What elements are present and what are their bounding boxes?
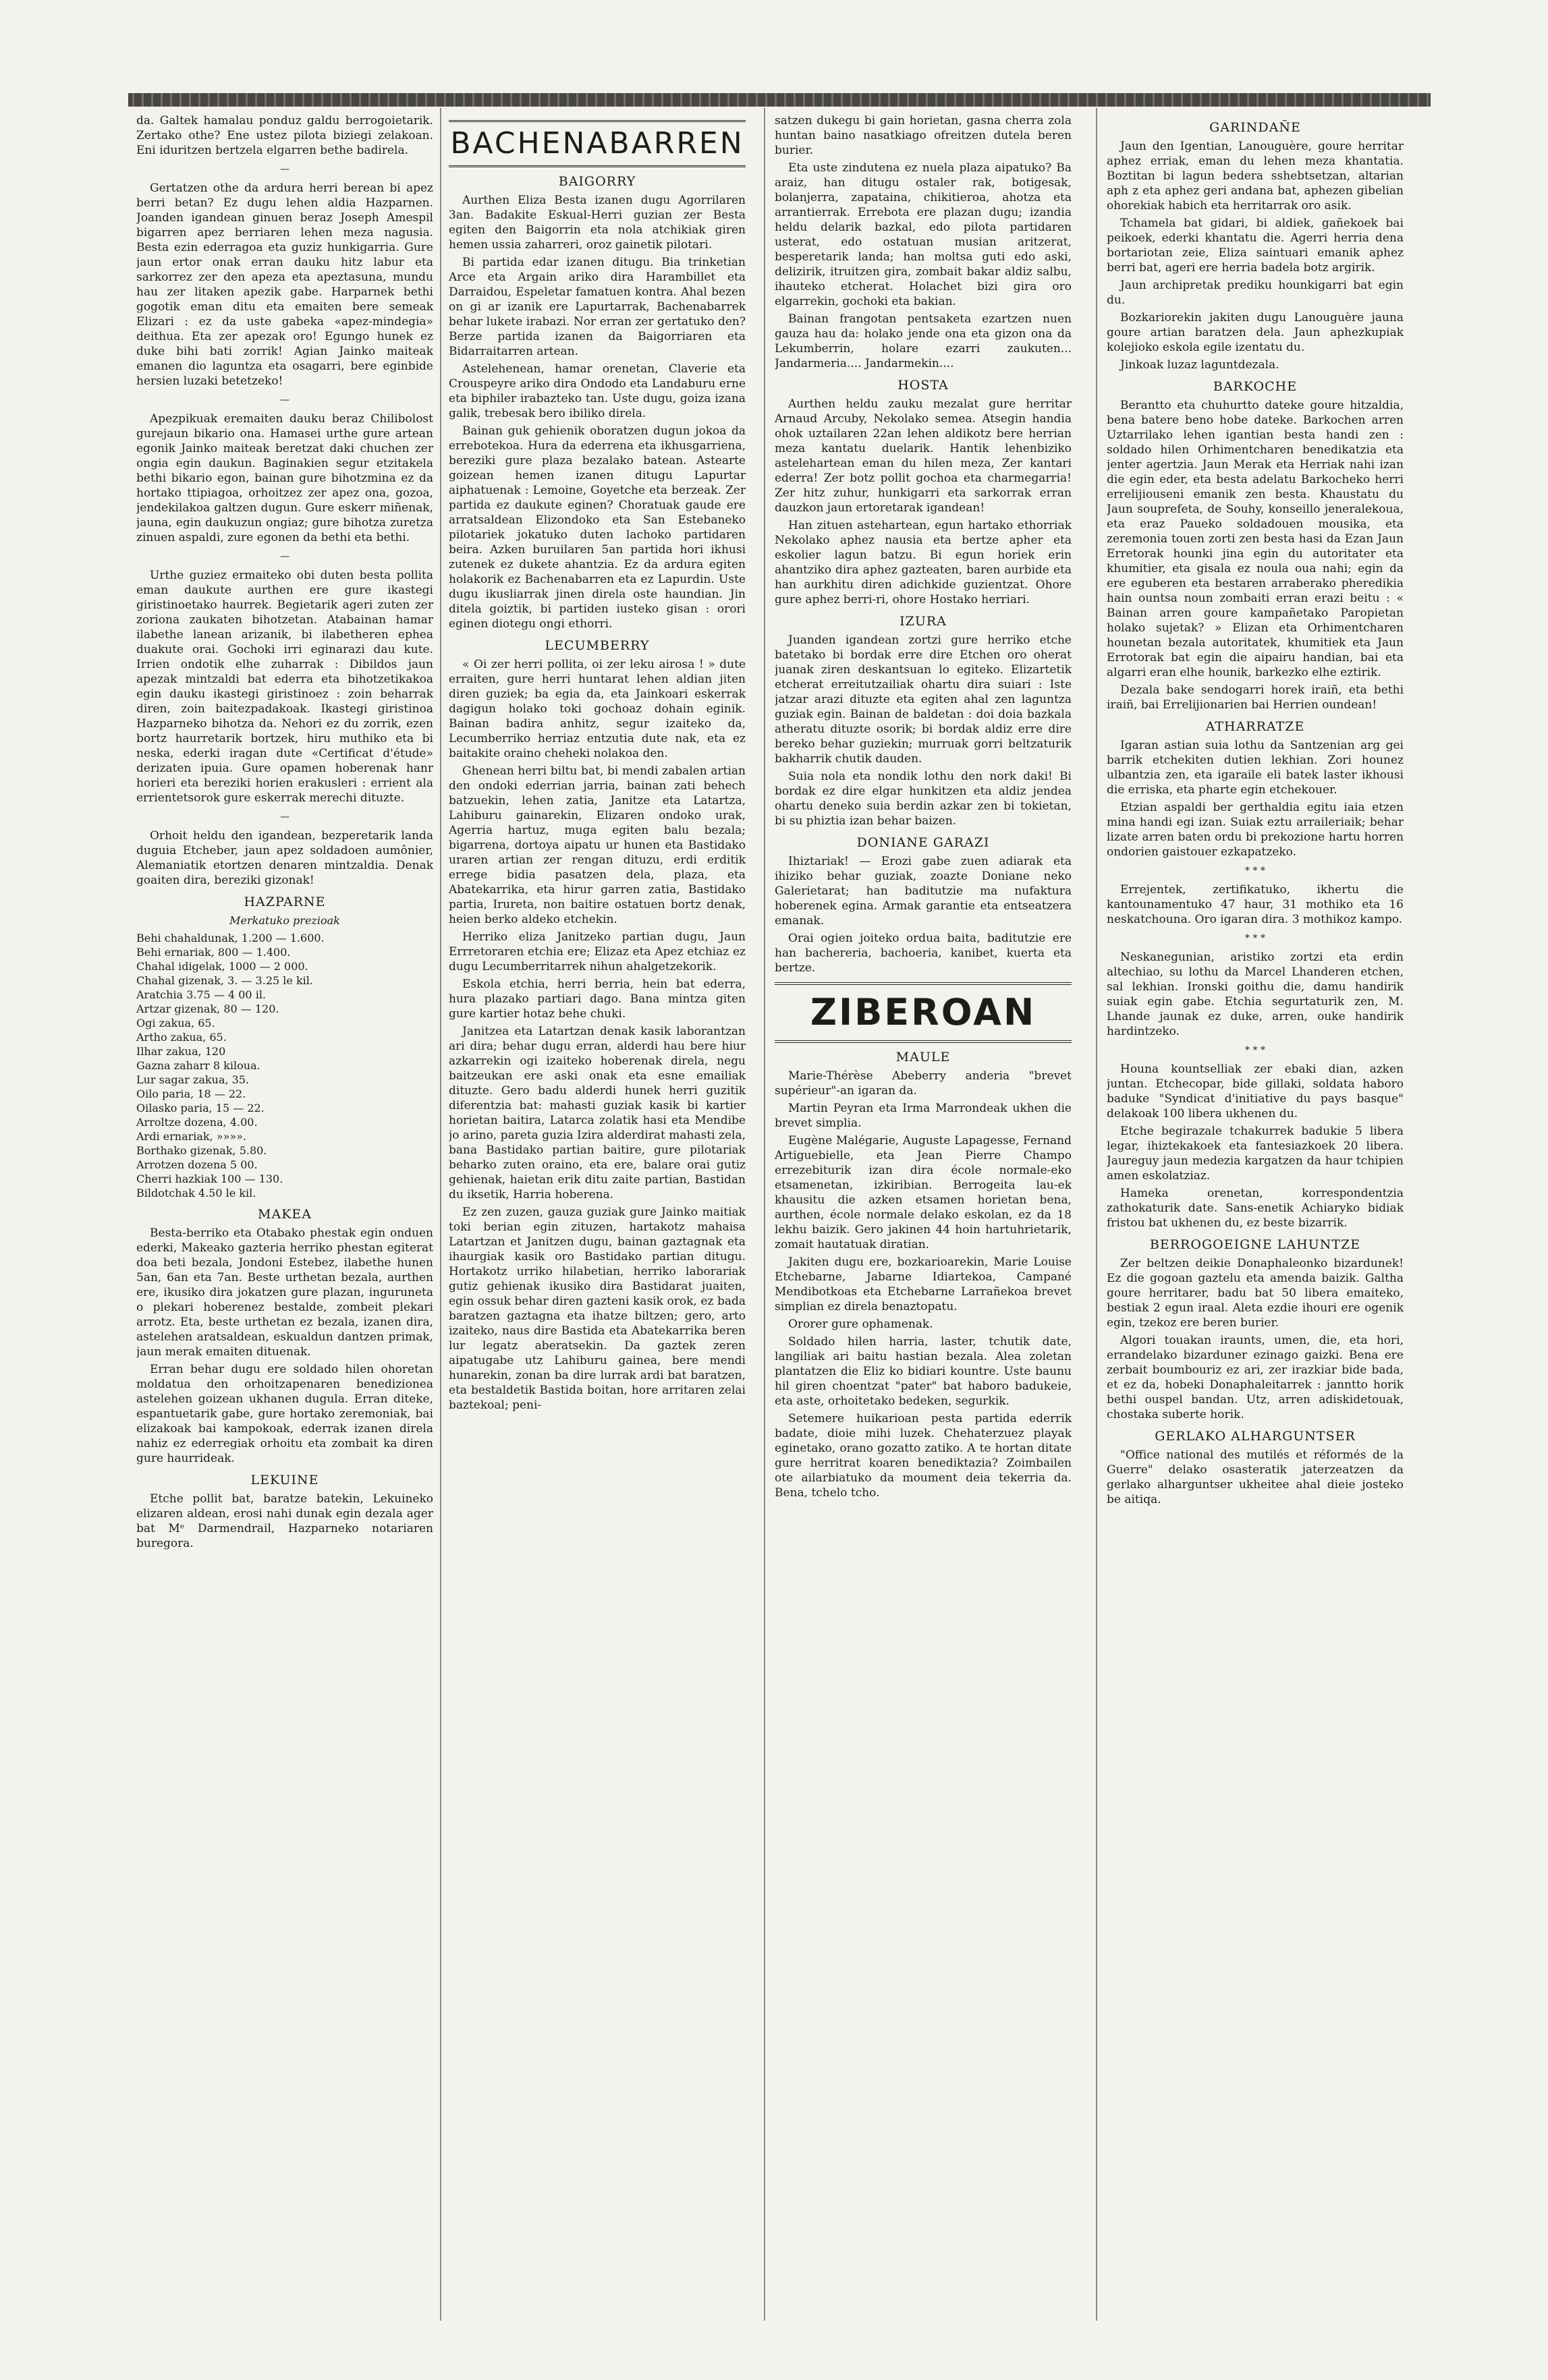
- article-paragraph: Jinkoak luzaz laguntdezala.: [1120, 358, 1279, 372]
- price-row: Oilo paria, 18 — 22.: [136, 1087, 246, 1100]
- section-heading-izura: IZURA: [900, 614, 947, 629]
- article-paragraph: Ez zen zuzen, gauza guziak gure Jainko maitiak toki berian egin zituzen, hartakotz mahaisa Latartzan et Janitzen dugu, bainan gaztagnak eta ihaurgiak kasik oro Bastidako partian ditugu. Hortakotz urriko hilabetian, herriko laborariak gutiz gehienak ikusiko dira Bastidarat juaiten, egin ossuk behar diren gazteni kasik orok, ez bada baratzen gaztagna eta ihatze biltzen; gero, arto izaiteko, naus dire Bastida eta Abatekarrika beren lur legatz aberatsekin. Da gaztek zeren aipatugabe utz Lahiburu gainea, bere mendi hunarekin, zonan ba dire lurrak ardi bat baratzen, eta bestaldetik Bastida boitan, hore arritaren zelai baztekoal; peni-: [449, 1206, 746, 1412]
- separator: * * *: [1245, 866, 1265, 876]
- market-price-list: [136, 931, 433, 1200]
- column-2: [449, 113, 746, 2340]
- separator: —: [280, 395, 289, 405]
- article-paragraph: Jaun archipretak prediku hounkigarri bat egin du.: [1107, 279, 1404, 307]
- article-paragraph: Gertatzen othe da ardura herri berean bi apez berri betan? Ez dugu lehen aldia Hazparnen. Joanden igandean ginuen beraz Joseph Amespil bigarren apez berriaren lehen meza nagusia. Besta ezin ederragoa eta guziz hunkigarria. Gure jaun ertor onak erran dauku hitz labur eta sarkorrez zer den apeza eta apeztasuna, mundu hau zer litaken apezik gabe. Harparnek bethi gogotik eman ditu eta emaiten bere semeak Elizari : ez da uste gabeka «apez-mindegia» deithua. Eta zer apezak oro! Egungo hunek ez duke bihi bati zorrik! Agian Jainko maiteak emanen dio laguntza eta osagarri, bere eginbide hersien luzaki betetzeko!: [136, 181, 433, 388]
- section-heading-maule: MAULE: [895, 1050, 951, 1065]
- article-paragraph: Martin Peyran eta Irma Marrondeak ukhen die brevet simplia.: [775, 1102, 1072, 1130]
- price-row: Bildotchak 4.50 le kil.: [136, 1187, 256, 1199]
- price-row: Aratchia 3.75 — 4 00 il.: [136, 988, 267, 1001]
- article-paragraph: Etzian aspaldi ber gerthaldia egitu iaia etzen mina handi egi izan. Suiak eztu arraileriaik; behar lizate arren baten ordu bi prekozione hartu horren ondorien gaistouer ezkapatzeko.: [1107, 801, 1404, 859]
- article-paragraph: "Office national des mutilés et réformés de la Guerre" delako osasteratik jaterzeatzen da gerlako alharguntser ukheitee ahal dieie josteko be aitiqa.: [1107, 1448, 1404, 1506]
- section-heading-lecumberry: LECUMBERRY: [545, 638, 650, 653]
- article-paragraph: Aurthen heldu zauku mezalat gure herritar Arnaud Arcuby, Nekolako semea. Atsegin handia ohok uztailaren 22an lehen aldikotz bere herrian meza kantatu duelarik. Hantik lehenbiziko astelehartean eman du hilen meza, Zer kantari ederra! Zer botz pollit gochoa eta charmegarria! Zer hitz zuhur, hunkigarri eta sarkorrak erran dauzkon jaun ertoretarak igandean!: [775, 397, 1072, 515]
- article-paragraph: Orai ogien joiteko ordua baita, baditutzie ere han bachereria, bachoeria, kanibet, kuerta eta bertze.: [775, 932, 1072, 975]
- article-paragraph: Marie-Thérèse Abeberry anderia "brevet supérieur"-an igaran da.: [775, 1069, 1072, 1098]
- top-ornamental-rule: [128, 93, 1431, 107]
- article-paragraph: Eta uste zindutena ez nuela plaza aipatuko? Ba araiz, han ditugu ostaler rak, botigesak, bolanjerra, zapataina, chikitieroa, ahotza eta arrantierrak. Errebota ere plazan dugu; izandia heldu delarik bazkal, edo pilota partidaren usterat, edo ostatuan musian aritzerat, besperetarik landa; han moltsa guti edo aski, delizirik, itruitzen gira, zombait bakar aldiz salbu, ihauteko etcherat. Holachet bizi gira oro elgarrekin, gochoki eta bakian.: [775, 161, 1072, 308]
- article-paragraph: Eskola etchia, herri berria, hein bat ederra, hura plazako partiari dago. Bana mintza giten gure kartier hotaz behe chuki.: [449, 978, 746, 1021]
- separator: * * *: [1245, 933, 1265, 944]
- price-row: Behi ernariak, 800 — 1.400.: [136, 946, 291, 959]
- article-paragraph: Jakiten dugu ere, bozkarioarekin, Marie Louise Etchebarne, Jabarne Idiartekoa, Campané Mendibotkoas eta Etchebarne Larrañekoa brevet simplian ez direla benaztopatu.: [775, 1255, 1072, 1313]
- article-paragraph: Han zituen astehartean, egun hartako ethorriak Nekolako aphez nausia eta bertze apher eta eskolier lagun batzu. Bi egun horiek erin ahantziko dira aphez gazteaten, baren aurbide eta han aurkhitu diren adichkide guzientzat. Ohore gure aphez berri-ri, ohore Hostako herriari.: [775, 519, 1072, 606]
- article-paragraph: Jaun den Igentian, Lanouguère, goure herritar aphez erriak, eman du lehen meza khantatia. Boztitan bi lagun bedera sshebtsetzan, altarian aph z eta aphez geri andana bat, aphezen gibelian ohorekiak habich eta herritarrak oro asik.: [1107, 140, 1404, 213]
- article-paragraph: Ororer gure ophamenak.: [788, 1318, 933, 1331]
- price-row: Gazna zaharr 8 kiloua.: [136, 1059, 260, 1072]
- article-paragraph: Orhoit heldu den igandean, bezperetarik landa duguia Etcheber, jaun apez soldadoen aumônier, Alemaniatik etortzen denaren mintzaldia. Denak goaiten dira, bereziki gizonak!: [136, 829, 433, 887]
- article-paragraph: Apezpikuak eremaiten dauku beraz Chilibolost gurejaun bikario ona. Hamasei urthe gure artean egonik Jainko maiteak beretzat daki chuchen zer ongia egin daukun. Baginakien segur etzitakela bethi bikario egon, bainan gure bihotzmina ez da hortako ttipiagoa, orhoitzez zer apez ona, gozoa, jendekilakoa galtzen dugun. Gure eskerr miñenak, jauna, egin daukuzun ongiaz; gure bihotza zuretza zinuen aspaldi, zure egonen da bethi eta bethi.: [136, 412, 433, 544]
- article-paragraph: Besta-berriko eta Otabako phestak egin onduen ederki, Makeako gazteria herriko phestan egiterat doa beti bezala, Jondoni Estebez, ilabethe hunen 5an, 6an eta 7an. Beste urthetan bezala, aurthen ere, ikusiko dira jokatzen gure plazan, inguruneta o plekari hoberenez bestalde, zombeit plekari arrotz. Eta, beste urthetan ez bezala, izanen dira, astelehen aratsaldean, eskualdun dantzen primak, jaun merak emaiten dituenak.: [136, 1226, 433, 1359]
- article-paragraph: Suia nola eta nondik lothu den nork daki! Bi bordak ez dire elgar hunkitzen eta aldiz jendea ohartu deneko suia berdin azkar zen bi tokietan, bi su phiztia izan behar baizen.: [775, 770, 1072, 828]
- section-heading-berrogoeigne: BERROGOEIGNE LAHUNTZE: [1149, 1237, 1361, 1252]
- section-heading-hosta: HOSTA: [897, 378, 949, 393]
- article-paragraph: Soldado hilen harria, laster, tchutik date, langiliak ari baitu hastian bezala. Alea zoletan plantatzen die Eliz ko bidiari kountre. Uste baunu hil giren choentzat "pater" bat haboro badukeie, eta aste, orhoitetako bedeken, segurkik.: [775, 1335, 1072, 1408]
- section-heading-makea: MAKEA: [258, 1207, 312, 1222]
- article-paragraph: « Oi zer herri pollita, oi zer leku airosa ! » dute erraiten, gure herri huntarat lehen aldian jiten diren guziek; ba egia da, eta Jainkoari eskerrak dagigun holako toki gochoaz dohain eginik. Bainan badira anhitz, segur izaiteko da, Lecumberriko herriaz entzutia dute nak, eta ez baitakite oraino cheheki nolakoa den.: [449, 658, 746, 760]
- article-paragraph: da. Galtek hamalau ponduz galdu berrogoietarik. Zertako othe? Ene ustez pilota biziegi zelakoan. Eni iduritzen bertzela elgarren bethe badirela.: [136, 114, 433, 157]
- article-paragraph: Tchamela bat gidari, bi aldiek, gañekoek bai peikoek, ederki khantatu die. Agerri herria dena bortariotan zeie, Eliza saintuari emanik aphez berri bat, ageri ere herria badela botz argirik.: [1107, 217, 1404, 275]
- article-paragraph: Juanden igandean zortzi gure herriko etche batetako bi bordak erre dire Etchen oro oherat juanak ziren deskantsuan lo egiteko. Elizartetik etcherat erreitutzailiak ohartu dira suiari : Iste jatzar arazi dituzte eta egiten ahal zen laguntza guziak egin. Bainan de baldetan : doi doia bazkala atheratu dituzte osorik; bi bordak aldiz erre dire bereko behar guziekin; murruak gorri beltzaturik bakharrik chutik dauden.: [775, 633, 1072, 766]
- section-heading-barkoche: BARKOCHE: [1213, 379, 1298, 394]
- column-1: [136, 113, 433, 2340]
- article-paragraph: Errejentek, zertifikatuko, ikhertu die kantounamentuko 47 haur, 31 mothiko eta 16 neskatchouna. Oro igaran dira. 3 mothikoz kampo.: [1107, 883, 1404, 926]
- article-paragraph: Ghenean herri biltu bat, bi mendi zabalen artian den ondoki ederrian jarria, bainan zati behech batzuekin, lehen zatia, Janitze eta Latartza, Lahiburu gainarekin, Elizaren ondoko urak, Agerria hartuz, muga egiten balu bezala; bigarrena, dortoya aipatu ur hunen eta Bastidako uraren artian zer rengan dituzu, erdi erditik errege bidia pasatzen dela, plaza, eta Abatekarrika, eta hirur garren zatia, Bastidako partia, Irureta, non baitire ostatuen bortz denak, heien berko aldeko etchekin.: [449, 764, 746, 926]
- region-banner-ziberoan: ZIBEROAN: [775, 982, 1072, 1043]
- article-paragraph: Bi partida edar izanen ditugu. Bia trinketian Arce eta Argain ariko dira Harambillet eta Darraidou, Espeletar famatuen kontra. Ahal bezen on gi ar izanik ere Lapurtarrak, Bachenabarrek behar lukete irabazi. Nor erran zer gertatuko den? Berze partida izanen da Baigorriaren eta Bidarraitarren artean.: [449, 256, 746, 358]
- article-paragraph: Houna kountselliak zer ebaki dian, azken juntan. Etchecopar, bide gillaki, soldata haboro baduke "Syndicat d'initiative du pays basque" delakoak 100 libera ukhenen du.: [1107, 1062, 1404, 1121]
- price-row: Chahal gizenak, 3. — 3.25 le kil.: [136, 974, 313, 987]
- price-row: Behi chahaldunak, 1.200 — 1.600.: [136, 932, 325, 944]
- article-paragraph: Dezala bake sendogarri horek iraiñ, eta bethi iraiñ, bai Errelijionarien bai Herrien oundean!: [1107, 683, 1404, 712]
- section-heading-hazparne: HAZPARNE: [244, 895, 326, 909]
- article-paragraph: Janitzea eta Latartzan denak kasik laborantzan ari dira; behar dugu erran, alderdi hau bere hiur azkarrekin ogi izaiteko hoberenak direla, negu baitzeukan ere aski onak eta esne emailiak dituzte. Gero badu alderdi hunek herri guzitik diferentzia bat: mahasti guziak kasik bi kartier horietan baitira, Latarca zolatik hasi eta Mendibe jo arino, pareta guzia Izira alderdirat mahasti zela, bana Bastidako partian baitire, gure pilotariak beharko zuten oraino, eta ere, balare orai gutiz gehienak, haietan erik ditu zaite partian, Bastidan du iksetik, Harria hoberena.: [449, 1025, 746, 1201]
- article-paragraph: Hameka orenetan, korrespondentzia zathokaturik date. Sans-enetik Achiaryko bidiak fristou bat ukhenen du, ez beste bizarrik.: [1107, 1187, 1404, 1230]
- market-prices-subheading: Merkatuko prezioak: [229, 914, 340, 927]
- separator: —: [280, 164, 289, 175]
- article-paragraph: Ihiztariak! — Erozi gabe zuen adiarak eta ihiziko behar guziak, zoazte Doniane neko Galerietarat; han baditutzie ma nufaktura hoberenek egina. Armak garantie eta entseatzera emanak.: [775, 855, 1072, 928]
- column-4: [1107, 113, 1404, 2340]
- price-row: Lur sagar zakua, 35.: [136, 1073, 250, 1086]
- article-paragraph: Erran behar dugu ere soldado hilen ohoretan moldatua den orhoitzapenaren benedizionea astelehen goizean ukhanen dugula. Erran diteke, espantuetarik gabe, gure hortako zeremoniak, bai elizakoak bai kampokoak, ederrak izanen direla nahiz ez ederregiak orhoitu eta zombait ka diren gure haurrideak.: [136, 1363, 433, 1465]
- price-row: Cherri hazkiak 100 — 130.: [136, 1172, 283, 1185]
- section-heading-baigorry: BAIGORRY: [558, 174, 636, 189]
- separator: —: [280, 551, 289, 562]
- article-paragraph: Bainan guk gehienik oboratzen dugun jokoa da errebotekoa. Hura da ederrena eta ikhusgarriena, bereziki gure plaza bezalako batean. Astearte goizean hemen izanen ditugu Lapurtar aiphatuenak : Lemoine, Goyetche eta berzeak. Zer partida ez daukute eginen? Choratuak gaude ere arratsaldean Elizondoko eta San Estebaneko pilotariek jokatuko duten lachoko partidaren beira. Azken buruilaren 5an partida hori ikhusi zutenek ez dukete ahantzia. Ez da ardura egiten holakorik ez Bachenabarren eta ez Lapurdin. Uste dugu ikusliarrak jinen direla oste haundian. Jin ditela goiztik, bi partiden iusteko gisan : orori eginen diotegu ongi ethorri.: [449, 424, 746, 631]
- article-paragraph: Etche begirazale tchakurrek badukie 5 libera legar, ihiztekakoek eta fantesiazkoek 20 libera. Jaureguy jaun medezia kargatzen da haur tchipien amen eskolatziaz.: [1107, 1125, 1404, 1183]
- article-paragraph: satzen dukegu bi gain horietan, gasna cherra zola huntan baino nasatkiago ofreitzen dutela beren burier.: [775, 114, 1072, 157]
- price-row: Artzar gizenak, 80 — 120.: [136, 1002, 279, 1015]
- section-heading-garindane: GARINDAÑE: [1209, 120, 1301, 135]
- article-paragraph: Setemere huikarioan pesta partida ederrik badate, dioie mihi luzek. Chehaterzuez playak eginetako, orano gozatto zatiko. A te hortan ditate gure herritrat koaren benediktazia? Zoimbailen ote ailarbiatuko da moument deia tekerria da. Bena, tchelo tcho.: [775, 1412, 1072, 1500]
- section-heading-doniane-garazi: DONIANE GARAZI: [856, 835, 990, 850]
- price-row: Oilasko paria, 15 — 22.: [136, 1102, 265, 1114]
- price-row: Ardi ernariak, »»»».: [136, 1130, 247, 1143]
- article-paragraph: Aurthen Eliza Besta izanen dugu Agorrilaren 3an. Badakite Eskual-Herri guzian zer Besta egiten den Baigorrin eta nola atchikiak giren hemen ussia zaharreri, oroz gainetik pilotari.: [449, 194, 746, 252]
- price-row: Chahal idigelak, 1000 — 2 000.: [136, 960, 308, 973]
- price-row: Arrotzen dozena 5 00.: [136, 1158, 258, 1171]
- region-banner-bachenabarren: BACHENABARREN: [449, 120, 746, 167]
- article-paragraph: Neskanegunian, aristiko zortzi eta erdin altechiao, su lothu da Marcel Lhanderen etchen, sal lekhian. Ironski goithu die, damu handirik suiak egin gabe. Etchia segurtaturik zen, M. Lhande jaunak ez duke, arren, ouke handirik hardintzeko.: [1107, 951, 1404, 1038]
- column-divider: [1096, 108, 1097, 2321]
- price-row: Ogi zakua, 65.: [136, 1017, 215, 1029]
- section-heading-gerlako: GERLAKO ALHARGUNTSER: [1155, 1429, 1356, 1444]
- article-paragraph: Zer beltzen deikie Donaphaleonko bizardunek! Ez die gogoan gaztelu eta amenda baizik. Galtha goure herritarer, badu bat 50 libera emaiteko, bestiak 2 egun iraal. Aleta ezdie ihouri ere ogenik egin, tzekoz ere beren burier.: [1107, 1257, 1404, 1330]
- price-row: Arroltze dozena, 4.00.: [136, 1116, 258, 1129]
- section-heading-lekuine: LEKUINE: [250, 1473, 319, 1488]
- column-divider: [764, 108, 765, 2321]
- article-paragraph: Etche pollit bat, baratze batekin, Lekuineko elizaren aldean, erosi nahi dunak egin dezala ager bat Mᵉ Darmendrail, Hazparneko notariaren buregora.: [136, 1492, 433, 1550]
- article-paragraph: Algori touakan iraunts, umen, die, eta hori, errandelako bizarduner ezinago gaizki. Bena ere zerbait boumbouriz ez ari, zer irazkiar bide bada, et ez da, hobeki Donaphaleitarrek : janntto horik bethi ouspel bandan. Utz, arren adiskidetouak, chostaka suberte horik.: [1107, 1334, 1404, 1421]
- article-paragraph: Eugène Malégarie, Auguste Lapagesse, Fernand Artiguebielle, eta Jean Pierre Champo errezebiturik izan dira école normale-eko etsamenetan, izkiribian. Berrogeita lau-ek khausitu die azken etsamen horietan bena, aurthen, école normale delako eskolan, ez da 18 lekhu baizik. Gero jakinen 44 hoin hartuhrietarik, zomait hautatuak diratian.: [775, 1134, 1072, 1251]
- price-row: Borthako gizenak, 5.80.: [136, 1144, 267, 1157]
- separator: —: [280, 812, 289, 822]
- article-paragraph: Berantto eta chuhurtto dateke goure hitzaldia, bena batere beno hobe dateke. Barkochen arren Uztarrilako lehen igantian besta handi zen : soldado hilen Orhimentcharen benedikatzia eta jenter agertzia. Jaun Merak eta Herriak nahi izan die egin eder, eta besta adelatu Barkocheko herri errelijiouseni emanik zen besta. Khaustatu du Jaun souprefeta, de Souhy, konseillo jeneralekoua, eta eraz Paueko soldadouen mousika, eta zeremonia touen zorti zen besta hasi da Ezan Jaun Erretorak hounki jina egin du autoritater eta khumitier, eta gisala ez noula oua nahi; egin da ere eguberen eta bestaren arraberako pheredikia hain ountsa noun zombaiti erran erazi beitu : « Bainan arren goure kampañetako Paropietan holako sujetak? » Elizan eta Orhimentcharen hounetan bezala autoritatek, khumitiek eta Jaun Errotorak bat egin die aipairu handian, bai eta algarri eran elhe hounik, barkezko elhe eztirik.: [1107, 399, 1404, 679]
- article-paragraph: Bainan frangotan pentsaketa ezartzen nuen gauza hau da: holako jende ona eta gizon ona da Lekumberrin, holare ezarri zaukuten... Jandarmeria.... Jandarmekin....: [775, 312, 1072, 370]
- section-heading-atharratze: ATHARRATZE: [1205, 719, 1305, 734]
- article-paragraph: Igaran astian suia lothu da Santzenian arg gei barrik etchekiten dutien lekhian. Zori hounez ulbantzia zen, eta igaraile eli batek laster ikhousi die erriska, eta pharte egin etchekouer.: [1107, 739, 1404, 797]
- article-paragraph: Bozkariorekin jakiten dugu Lanouguère jauna goure artian baratzen dela. Jaun aphezkupiak kolejioko eskola egile izentatu du.: [1107, 311, 1404, 354]
- separator: * * *: [1245, 1045, 1265, 1056]
- column-divider: [440, 108, 441, 2321]
- article-paragraph: Urthe guziez ermaiteko obi duten besta pollita eman daukute aurthen ere gure ikastegi giristinoetako haurrek. Begietarik ageri zuten zer zoriona zaukaten bihotzetan. Atabainan hamar ilabethe lanean arizanik, bi ilabetheren ephea duakute orai. Gochoki irri eginarazi dau kute. Irrien ondotik elhe zuharrak : Dibildos jaun apezak mintzaldi bat ederra eta bihotzetikakoa egin dauku ikastegi giristinoez : zoin beharrak diren, zoin baitezpadakoak. Ikastegi giristinoa Hazparneko bihotza da. Nehori ez du zorrik, ezen bortz haurretarik bortzek, hiru muthiko eta bi neska, ederki iragan dute «Certificat d'étude» derizaten ipuia. Gure opamen hoberenak hanr horieri eta bereziki horien erakusleri : errient ala errientetsorok gure eskerrak merechi dituzte.: [136, 569, 433, 805]
- column-3: [775, 113, 1072, 2340]
- article-paragraph: Astelehenean, hamar orenetan, Claverie eta Crouspeyre ariko dira Ondodo eta Landaburu erne eta biphiler irabazteko tan. Uste dugu, goiza izana galik, trebesak bero ibiliko direla.: [449, 362, 746, 420]
- price-row: Artho zakua, 65.: [136, 1031, 227, 1044]
- price-row: Ilhar zakua, 120: [136, 1045, 226, 1058]
- article-paragraph: Herriko eliza Janitzeko partian dugu, Jaun Errretoraren etchia ere; Elizaz eta Apez etchiaz ez dugu Lecumberritarrek nihun ahalgetzekorik.: [449, 930, 746, 973]
